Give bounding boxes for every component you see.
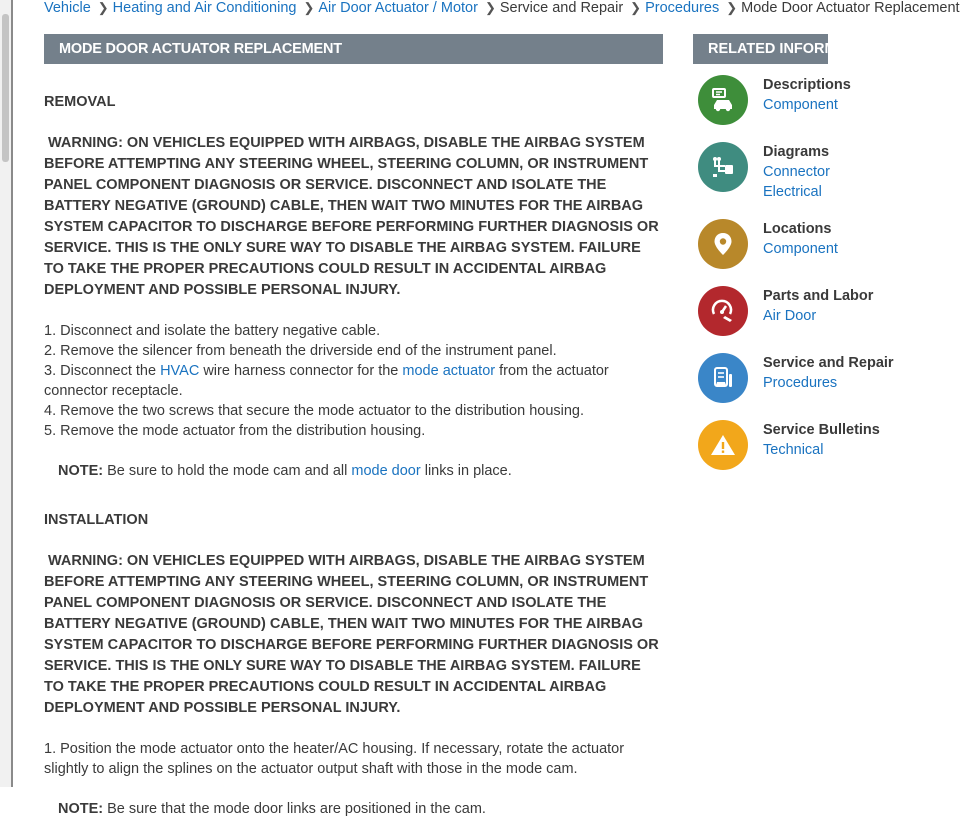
breadcrumb-procedures[interactable]: Procedures <box>645 0 720 16</box>
installation-steps <box>44 739 663 779</box>
related-title-locations: Locations <box>763 221 832 237</box>
location-pin-icon <box>698 219 748 269</box>
removal-step-4: 4. Remove the two screws that secure the mode actuator to the distribution housing. <box>44 403 585 419</box>
removal-note: NOTE: Be sure to hold the mode cam and all mode door links in place. <box>58 463 512 479</box>
removal-steps <box>44 321 663 441</box>
removal-heading: REMOVAL <box>44 94 116 110</box>
removal-step-2: 2. Remove the silencer from beneath the driverside end of the instrument panel. <box>44 343 557 359</box>
related-link-component[interactable]: Component <box>763 97 838 113</box>
removal-step-5: 5. Remove the mode actuator from the distribution housing. <box>44 423 426 439</box>
breadcrumb-current: Mode Door Actuator Replacement <box>741 0 960 16</box>
note-label: NOTE: <box>58 463 104 479</box>
chevron-right-icon: ❯ <box>484 0 496 15</box>
related-title-descriptions: Descriptions <box>763 77 851 93</box>
installation-heading: INSTALLATION <box>44 512 149 528</box>
service-procedure-icon <box>698 353 748 403</box>
wiring-diagram-icon <box>698 142 748 192</box>
chevron-right-icon: ❯ <box>97 0 109 15</box>
warning-icon <box>698 420 748 470</box>
window-border <box>11 0 13 787</box>
mode-actuator-link[interactable]: mode actuator <box>402 363 496 379</box>
chevron-right-icon: ❯ <box>726 0 738 15</box>
removal-step-3: 3. Disconnect the HVAC wire harness connector for the mode actuator from the actuator connector receptacle. <box>44 363 609 399</box>
related-title-diagrams: Diagrams <box>763 144 830 160</box>
chevron-right-icon: ❯ <box>303 0 315 15</box>
related-link-component[interactable]: Component <box>763 241 838 257</box>
hvac-link[interactable]: HVAC <box>160 363 200 379</box>
related-title-parts: Parts and Labor <box>763 288 874 304</box>
procedure-content <box>44 92 663 820</box>
chevron-right-icon: ❯ <box>630 0 642 15</box>
breadcrumb-air-door-actuator[interactable]: Air Door Actuator / Motor <box>318 0 478 16</box>
related-link-technical[interactable]: Technical <box>763 442 824 458</box>
related-link-connector[interactable]: Connector <box>763 164 830 180</box>
scrollbar-thumb[interactable] <box>2 14 9 162</box>
mode-door-link[interactable]: mode door <box>351 463 421 479</box>
car-info-icon <box>698 75 748 125</box>
panel-title: MODE DOOR ACTUATOR REPLACEMENT <box>44 34 663 64</box>
related-link-electrical[interactable]: Electrical <box>763 184 822 200</box>
note-label: NOTE: <box>58 801 104 817</box>
breadcrumb-vehicle[interactable]: Vehicle <box>44 0 91 16</box>
procedure-panel <box>44 34 663 820</box>
breadcrumb-heating-ac[interactable]: Heating and Air Conditioning <box>112 0 297 16</box>
parts-gauge-icon <box>698 286 748 336</box>
installation-step-1: 1. Position the mode actuator onto the heater/AC housing. If necessary, rotate the actuator slightly to align the splines on the actuator output shaft with those in the mode cam. <box>44 741 625 777</box>
window-scrollbar[interactable] <box>0 0 12 787</box>
installation-warning: WARNING: ON VEHICLES EQUIPPED WITH AIRBAGS, DISABLE THE AIRBAG SYSTEM BEFORE ATTEMPTING ANY STEERING WHEEL, STEERING COLUMN, OR INSTRUMENT PANEL COMPONENT DIAGNOSIS OR SERVICE. DISCONNECT AND ISOLATE THE BATTERY NEGATIVE (GROUND) CABLE, THEN WAIT TWO MINUTES FOR THE AIRBAG SYSTEM CAPACITOR TO DISCHARGE BEFORE PERFORMING FURTHER DIAGNOSIS OR SERVICE. THIS IS THE ONLY SURE WAY TO DISABLE THE AIRBAG SYSTEM. FAILURE TO TAKE THE PROPER PRECAUTIONS COULD RESULT IN ACCIDENTAL AIRBAG DEPLOYMENT AND POSSIBLE PERSONAL INJURY. <box>44 553 659 716</box>
related-title: RELATED INFORMATION <box>693 34 828 64</box>
breadcrumb-service-repair: Service and Repair <box>499 0 624 16</box>
related-title-bulletins: Service Bulletins <box>763 422 880 438</box>
related-title-service-repair: Service and Repair <box>763 355 894 371</box>
removal-step-1: 1. Disconnect and isolate the battery negative cable. <box>44 323 381 339</box>
breadcrumb <box>44 0 960 17</box>
installation-note: NOTE: Be sure that the mode door links are positioned in the cam. <box>58 801 486 817</box>
removal-warning: WARNING: ON VEHICLES EQUIPPED WITH AIRBAGS, DISABLE THE AIRBAG SYSTEM BEFORE ATTEMPTING ANY STEERING WHEEL, STEERING COLUMN, OR INSTRUMENT PANEL COMPONENT DIAGNOSIS OR SERVICE. DISCONNECT AND ISOLATE THE BATTERY NEGATIVE (GROUND) CABLE, THEN WAIT TWO MINUTES FOR THE AIRBAG SYSTEM CAPACITOR TO DISCHARGE BEFORE PERFORMING FURTHER DIAGNOSIS OR SERVICE. THIS IS THE ONLY SURE WAY TO DISABLE THE AIRBAG SYSTEM. FAILURE TO TAKE THE PROPER PRECAUTIONS COULD RESULT IN ACCIDENTAL AIRBAG DEPLOYMENT AND POSSIBLE PERSONAL INJURY. <box>44 135 659 298</box>
related-link-procedures[interactable]: Procedures <box>763 375 838 391</box>
related-link-air-door[interactable]: Air Door <box>763 308 817 324</box>
related-information <box>693 34 894 458</box>
